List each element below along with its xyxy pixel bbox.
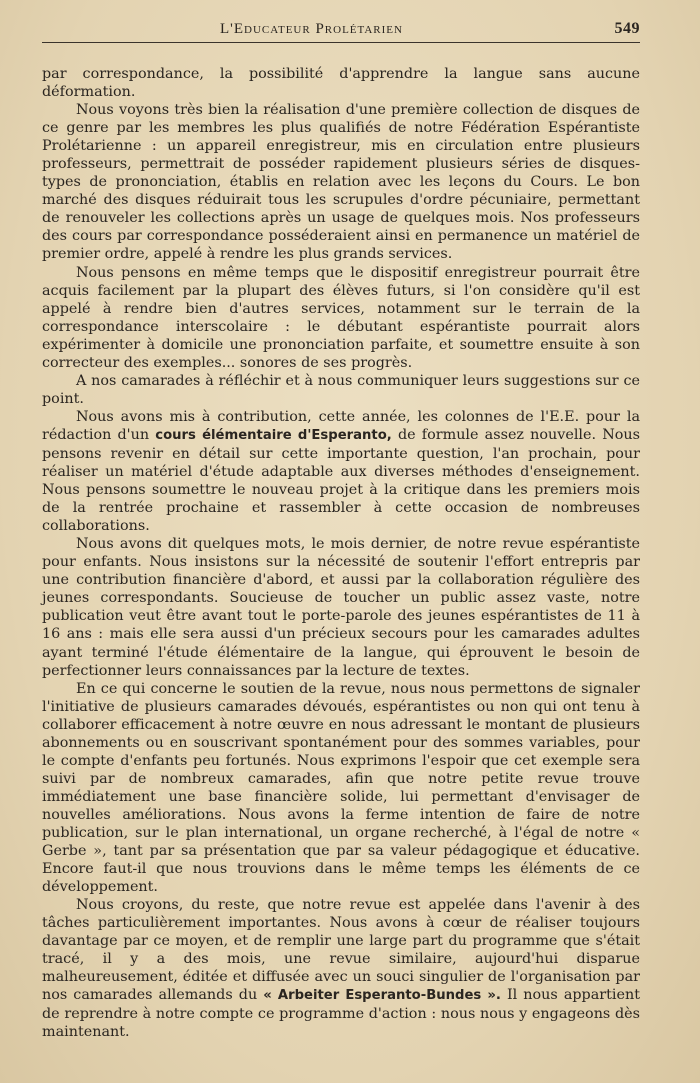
paragraph bbox=[42, 264, 640, 372]
text-run: En ce qui concerne le soutien de la revue, nous nous permettons de signaler l'initiative de plusieurs camarades dévoués, espérantistes ou non qui ont tenu à collaborer efficacement à notre œuvre en nous adressant le montant de plusieurs abonnements ou en souscrivant spontanément pour des sommes variables, pour le compte d'enfants peu fortunés. Nous exprimons l'espoir que cet exemple sera suivi par de nombreux camarades, afin que notre petite revue trouve immédiatement une base financière solide, lui permettant d'envisager de nouvelles améliorations. Nous avons la ferme intention de faire de notre publication, sur le plan international, un organe recherché, à l'égal de notre « Gerbe », tant par sa présentation que par sa valeur pédagogique et éducative. Encore faut-il que nous trouvions dans le même temps les éléments de ce développement. bbox=[42, 680, 640, 896]
running-title: L'Educateur Prolétarien bbox=[220, 21, 403, 37]
paragraph bbox=[42, 65, 640, 101]
page-number: 549 bbox=[614, 20, 640, 37]
text-run: Nous avons dit quelques mots, le mois dernier, de notre revue espérantiste pour enfants. Nous insistons sur la nécessité de soutenir l'effort entrepris par une contribution financière d'abord, et aussi par la collaboration régulière des jeunes correspondants. Soucieuse de toucher un public assez vaste, notre publication veut être avant tout le porte-parole des jeunes espérantistes de 11 à 16 ans : mais elle sera aussi d'un précieux secours pour les camarades adultes ayant terminé l'étude élémentaire de la langue, qui éprouvent le besoin de perfectionner leurs connaissances par la lecture de textes. bbox=[42, 536, 640, 679]
text-run: Nous voyons très bien la réalisation d'une première collection de disques de ce genre par les membres les plus qualifiés de notre Fédération Espérantiste Prolétarienne : un appareil enregistreur, mis en circulation entre plusieurs professeurs, permettrait de posséder rapidement plusieurs séries de disques-types de prononciation, établis en relation avec les leçons du Cours. Le bon marché des disques réduirait tous les scrupules d'ordre pécuniaire, permettant de renouveler les collections après un usage de quelques mois. Nos professeurs des cours par correspondance posséderaient ainsi en permanence un matériel de premier ordre, appelé à rendre les plus grands services. bbox=[42, 102, 640, 263]
bold-phrase: « Arbeiter Esperanto-Bundes ». bbox=[263, 988, 501, 1004]
text-run: par correspondance, la possibilité d'apprendre la langue sans aucune déformation. bbox=[42, 66, 640, 101]
paragraph bbox=[42, 896, 640, 1041]
body-text bbox=[42, 65, 640, 1042]
text-run: de formule assez nouvelle. Nous pensons revenir en détail sur cette importante question, l'an prochain, pour réaliser un matériel d'étude adaptable aux diverses méthodes d'enseignement. Nous pensons soumettre le nouveau projet à la critique dans les premiers mois de la rentrée prochaine et rassembler à cette occasion de nombreuses collaborations. bbox=[42, 426, 641, 535]
header-rule bbox=[42, 42, 220, 43]
paragraph bbox=[42, 680, 640, 897]
page-header bbox=[220, 20, 640, 43]
text-run: Nous croyons, du reste, que notre revue est appelée dans l'avenir à des tâches particulièrement importantes. Nous avons à cœur de réaliser toujours davantage par ce moyen, et de remplir une large part du programme que s'était tracé, il y a des mois, une revue similaire, aujourd'hui disparue malheureusement, éditée et diffusée avec un souci singulier de l'organisation par nos camarades allemands du bbox=[42, 897, 640, 1004]
text-run: A nos camarades à réfléchir et à nous communiquer leurs suggestions sur ce point. bbox=[42, 372, 640, 407]
paragraph bbox=[42, 408, 640, 535]
paragraph bbox=[42, 372, 640, 408]
text-run: Nous pensons en même temps que le dispositif enregistreur pourrait être acquis facilement par la plupart des élèves futurs, si l'on considère qu'il est appelé à rendre bien d'autres services, notamment sur le terrain de la correspondance interscolaire : le débutant espérantiste pourrait alors expérimenter à domicile une prononciation parfaite, et soumettre ensuite à son correcteur des exemples... sonores de ses progrès. bbox=[42, 264, 640, 371]
text-run: Nous avons mis à contribution, cette année, les colonnes de l'E.E. pour la rédaction d'un bbox=[42, 408, 640, 443]
text-run: Il nous appartient de reprendre à notre compte ce programme d'action : nous nous y engageons dès maintenant. bbox=[42, 987, 640, 1041]
paragraph bbox=[42, 535, 640, 679]
bold-phrase: cours élémentaire d'Esperanto, bbox=[155, 427, 392, 443]
paragraph bbox=[42, 101, 640, 263]
